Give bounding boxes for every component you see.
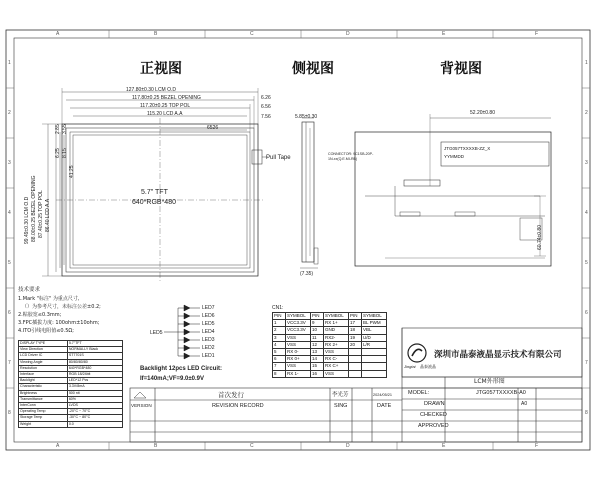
dim-side-bottom: (7.35) [300,271,314,277]
zone-number: 4 [8,210,11,216]
pin-number [349,349,362,356]
zone-number: 7 [585,360,588,366]
dim-v-bezel-opening: 88.00±0.25 BEZEL OPENING [31,175,37,242]
spec-value: 5.7"TFT [67,341,122,347]
spec-key: View Direction [19,347,68,353]
pin-symbol [362,349,387,356]
zone-number: 6 [585,310,588,316]
zone-number: 4 [585,210,588,216]
resolution-label: 640*RGB*480 [132,199,176,206]
pin-number: 5 [273,349,286,356]
pin-number: 13 [311,349,324,356]
spec-table [18,340,123,428]
dim-625: 6.25 [55,148,61,158]
connector-note: CONNECTOR: 9C1SB-20P-1N-xx(Q.E.MI-RB) [328,152,374,161]
pull-tape-label: Pull Tape [266,155,291,161]
pin-symbol: L/R [362,341,387,348]
zone-number: 7 [8,360,11,366]
spec-key: LCD Driver IC [19,353,68,359]
pin-row [273,320,387,327]
dim-back-width: 52.20±0.80 [470,110,495,116]
pin-number: 18 [349,327,362,334]
spec-key: Interface [19,372,68,378]
pin-symbol: RX 1- [286,370,311,377]
dim-v-lcd-aa: 86.40 LCD A.A [45,198,51,232]
zone-letter: D [346,31,350,37]
drawing-type: LCM外形图 [474,378,505,385]
back-view [355,114,551,266]
pin-symbol: RX 0+ [286,356,311,363]
pin-header: SYMBOL [286,313,311,320]
note-item: （）为参考尺寸，未标注公差±0.2; [22,304,101,310]
dim-top-pol: 117.20±0.25 TOP POL [140,103,191,109]
spec-key: Weight [19,421,68,427]
pin-number: 2 [273,327,286,334]
led-circuit-spec: If=140mA;VF=9.0±0.9V [140,376,204,382]
note-item: 4.ITO引线电阻值≤0.5Ω; [18,328,74,334]
pin-symbol: VSS [324,349,349,356]
zone-letter: F [535,31,539,37]
dim-bezel-opening: 117.80±0.25 BEZEL OPENING [132,95,201,101]
note-item: 1.Mark "标注" 为重点尺寸, [18,296,80,302]
pin-row [273,363,387,370]
spec-row [19,421,123,427]
spec-value: RGB 18/24bit [67,372,122,378]
dim-thickness: 5.85±0.30 [295,114,318,120]
rev-code: A0 [521,401,528,407]
dim-4125: 41.25 [69,165,75,178]
pin-number: 19 [349,334,362,341]
spec-value: 640*RGB*480 [67,365,122,371]
led-label: LED2 [202,345,215,351]
pin-number: 20 [349,341,362,348]
pin-symbol: RX 2+ [324,341,349,348]
dim-lcd-aa: 115.20 LCD A.A [147,111,183,117]
pin-number: 10 [311,327,324,334]
zone-letter: A [56,443,60,449]
led-group-label: LED5 [150,330,163,336]
zone-letter: E [442,31,446,37]
notes-title: 技术要求 [18,287,41,293]
pin-symbol: VSS [324,370,349,377]
spec-value: -30°C ~ 80°C [67,415,122,421]
pin-number: 7 [273,363,286,370]
led-label: LED6 [202,313,215,319]
pin-number: 12 [311,341,324,348]
dim-355: 3.55 [62,124,68,134]
spec-value: ST7701S [67,353,122,359]
zone-letter: F [535,443,539,449]
zone-letter: C [250,443,254,449]
sing-label: SING [334,403,348,409]
pin-row [273,349,387,356]
spec-key: Resolution [19,365,68,371]
spec-key: Operating Temp [19,409,68,415]
pin-symbol: RX 1+ [324,320,349,327]
pin-number: 6 [273,356,286,363]
zone-letter: B [154,31,158,37]
led-label: LED1 [202,353,215,359]
zone-letter: D [346,443,350,449]
zone-number: 2 [585,110,588,116]
spec-value: 500 nit [67,390,122,396]
pin-row [273,370,387,377]
pin-symbol: BL PWM [362,320,387,327]
front-view [42,88,268,282]
zone-number: 8 [585,410,588,416]
date-label: DATE [377,403,392,409]
spec-key: Backlight [19,378,68,384]
pin-symbol: RX C- [324,356,349,363]
pin-number: 4 [273,341,286,348]
pin-symbol: VSS [286,341,311,348]
pin-symbol: RX2- [324,334,349,341]
led-label: LED7 [202,305,215,311]
release-date: 2024/05/21 [373,393,393,397]
spec-value: 0.0 [67,421,122,427]
dim-v-top-pol: 87.40±0.25 TOP POL [38,190,44,238]
zone-number: 5 [585,260,588,266]
pin-symbol [362,356,387,363]
led-label: LED5 [202,321,215,327]
zone-number: 8 [8,410,11,416]
led-circuit-caption: Backlight 12pcs LED Circuit: [140,366,223,372]
pin-number: 15 [311,363,324,370]
pin-number: 14 [311,356,324,363]
dim-6526: 6526 [207,125,219,131]
pin-symbol: RX C+ [324,363,349,370]
part-label: JTG057TXXXXB-ZZ_X [444,146,491,151]
pin-symbol: RX 0- [286,349,311,356]
author: 李光芳 [332,392,349,398]
pin-number: 17 [349,320,362,327]
pin-row [273,356,387,363]
pin-header: PIN [311,313,324,320]
spec-value: -20°C ~ 70°C [67,409,122,415]
dim-656: 6.56 [261,104,271,110]
logo-subtext: 晶泰液晶 [420,364,436,369]
pin-table [272,312,387,378]
dim-815: 8.15 [62,148,68,158]
pin-symbol [362,363,387,370]
pin-header: SYMBOL [324,313,349,320]
dim-lcm-od: 127.80±0.30 LCM O.D [126,87,176,93]
logo-text: Jingtai [404,364,416,369]
pin-row [273,334,387,341]
zone-number: 2 [8,110,11,116]
back-view-title: 背视图 [440,61,482,77]
pin-header: PIN [349,313,362,320]
dim-back-height: 60.74±0.80 [537,225,543,250]
spec-key: Transmittance [19,396,68,402]
tft-size-label: 5.7" TFT [141,189,168,196]
spec-key: Viewing Angle [19,359,68,365]
spec-key: Brightness [19,390,68,396]
model-value: JTG057TXXXXB-A0 [476,390,526,396]
spec-key: Storage Temp [19,415,68,421]
date-code-label: YYMMDD [444,154,464,159]
pin-symbol: GND [324,327,349,334]
pin-header: SYMBOL [362,313,387,320]
spec-key: Characteristic [19,384,68,390]
pin-number: 1 [273,320,286,327]
zone-number: 1 [8,60,11,66]
spec-value: LVDS [67,403,122,409]
pin-number: 16 [311,370,324,377]
pin-number [349,356,362,363]
led-label: LED3 [202,337,215,343]
dim-756: 7.56 [261,114,271,120]
spec-key: InterConn [19,403,68,409]
pin-number [349,363,362,370]
checked-label: CHECKED [420,412,447,418]
zone-letter: E [442,443,446,449]
pin-number: 9 [311,320,324,327]
spec-value: NORMALLY Black [67,347,122,353]
dim-285: 2.85 [55,124,61,134]
led-label: LED4 [202,329,215,335]
zone-letter: A [56,31,60,37]
pin-number: 8 [273,370,286,377]
pin-symbol: VSS [286,334,311,341]
pin-symbol: VCC3.3V [286,320,311,327]
pin-number: 3 [273,334,286,341]
model-label: MODEL: [408,390,430,396]
version-label: VERSION [131,403,152,408]
pin-row [273,327,387,334]
zone-number: 3 [8,160,11,166]
spec-key: DISPLAY TYPE [19,341,68,347]
zone-letter: B [154,443,158,449]
spec-value: LED*12 Pcs [67,378,122,384]
spec-value: 80/80/80/80 [67,359,122,365]
revision-record-label: REVISION RECORD [212,403,264,409]
note-item: 2.粘胶宽≤0.3mm; [18,312,62,318]
pin-symbol: U/D [362,334,387,341]
led-circuit [164,305,200,359]
pin-symbol: VSS [286,363,311,370]
side-view-title: 侧视图 [292,61,334,77]
pin-row [273,341,387,348]
drawn-label: DRAWN [424,401,445,407]
dim-626: 6.26 [261,95,271,101]
pin-symbol [362,370,387,377]
pin-table-title: CN1: [272,305,284,311]
zone-number: 5 [8,260,11,266]
pin-number [349,370,362,377]
spec-value: 3.3V/8mA [67,384,122,390]
company-name: 深圳市晶泰液晶显示技术有限公司 [434,350,562,360]
zone-number: 3 [585,160,588,166]
approved-label: APPROVED [418,423,449,429]
note-item: 3.FPC插拔力度: 100ohm±10ohm; [18,320,100,326]
first-release: 首次发行 [218,391,244,399]
pin-symbol: VCC3.3V [286,327,311,334]
side-view [300,118,318,268]
spec-value: 60% [67,396,122,402]
pin-header: PIN [273,313,286,320]
dim-v-lcm-od: 99.49±0.30 LCM O.D [24,196,30,244]
company-logo-icon [406,342,428,364]
zone-number: 1 [585,60,588,66]
pin-number: 11 [311,334,324,341]
zone-number: 6 [8,310,11,316]
zone-letter: C [250,31,254,37]
pin-symbol: VBL [362,327,387,334]
front-view-title: 正视图 [140,61,182,77]
